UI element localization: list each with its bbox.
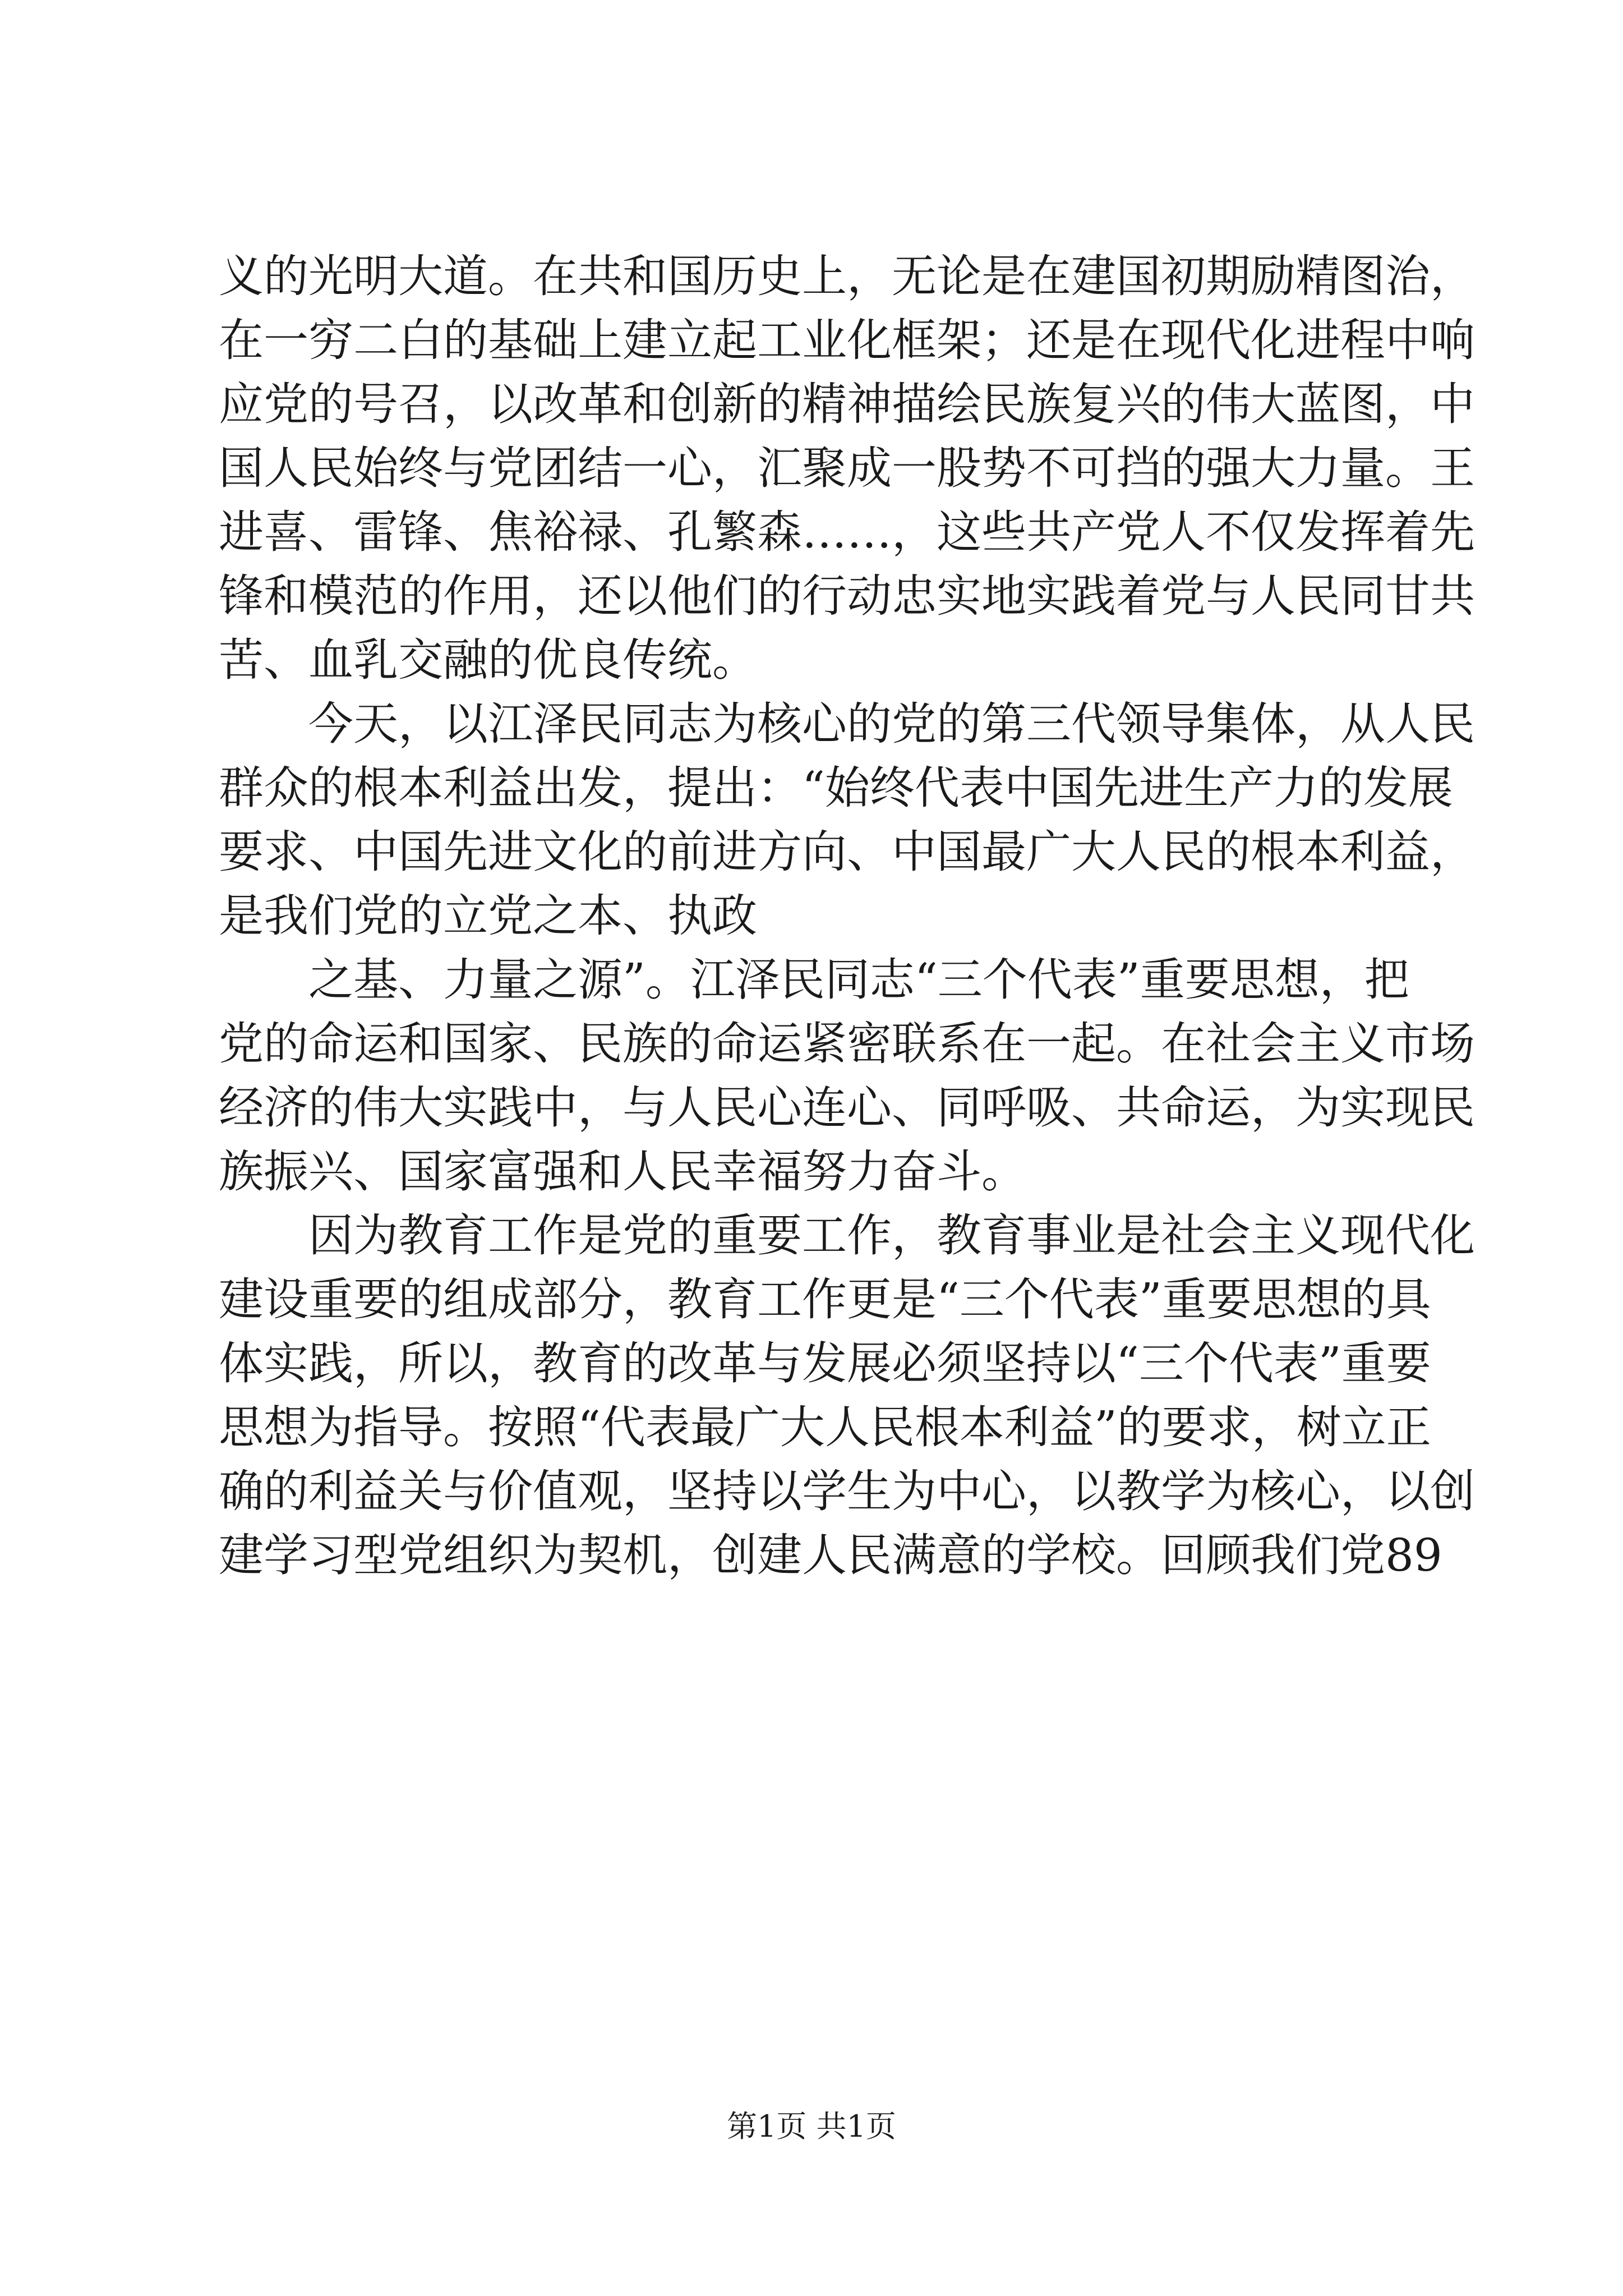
text-line: 苦、血乳交融的优良传统。	[219, 634, 757, 686]
text-line: 思想为指导。按照“代表最广大人民根本利益”的要求，树立正	[219, 1401, 1431, 1453]
text-line: 锋和模范的作用，还以他们的行动忠实地实践着党与人民同甘共	[219, 570, 1475, 622]
page-footer: 第1页 共1页	[727, 2109, 896, 2144]
paragraph-start-line: 之基、力量之源”。江泽民同志“三个代表”重要思想，把	[308, 954, 1409, 1006]
text-line: 党的命运和国家、民族的命运紧密联系在一起。在社会主义市场	[219, 1018, 1475, 1070]
text-line: 在一穷二白的基础上建立起工业化框架；还是在现代化进程中响	[219, 314, 1475, 366]
text-line: 应党的号召，以改革和创新的精神描绘民族复兴的伟大蓝图，中	[219, 378, 1475, 430]
text-line: 是我们党的立党之本、执政	[219, 890, 757, 942]
text-line: 经济的伟大实践中，与人民心连心、同呼吸、共命运，为实现民	[219, 1082, 1475, 1134]
paragraph-start-line: 因为教育工作是党的重要工作，教育事业是社会主义现代化	[308, 1209, 1475, 1262]
paragraph-start-line: 今天，以江泽民同志为核心的党的第三代领导集体，从人民	[308, 698, 1475, 750]
text-line: 建设重要的组成部分，教育工作更是“三个代表”重要思想的具	[219, 1273, 1431, 1326]
text-line: 体实践，所以，教育的改革与发展必须坚持以“三个代表”重要	[219, 1337, 1431, 1389]
text-line: 义的光明大道。在共和国历史上，无论是在建国初期励精图治，	[219, 250, 1475, 302]
body-text	[219, 245, 1475, 1588]
text-line: 群众的根本利益出发，提出：“始终代表中国先进生产力的发展	[219, 762, 1453, 814]
text-line: 建学习型党组织为契机，创建人民满意的学校。回顾我们党89	[219, 1529, 1442, 1581]
text-line: 确的利益关与价值观，坚持以学生为中心，以教学为核心，以创	[219, 1465, 1475, 1517]
text-line: 国人民始终与党团结一心，汇聚成一股势不可挡的强大力量。王	[219, 442, 1475, 494]
text-line: 进喜、雷锋、焦裕禄、孔繁森……，这些共产党人不仅发挥着先	[219, 506, 1475, 558]
text-line: 族振兴、国家富强和人民幸福努力奋斗。	[219, 1145, 1026, 1198]
text-line: 要求、中国先进文化的前进方向、中国最广大人民的根本利益，	[219, 826, 1475, 878]
